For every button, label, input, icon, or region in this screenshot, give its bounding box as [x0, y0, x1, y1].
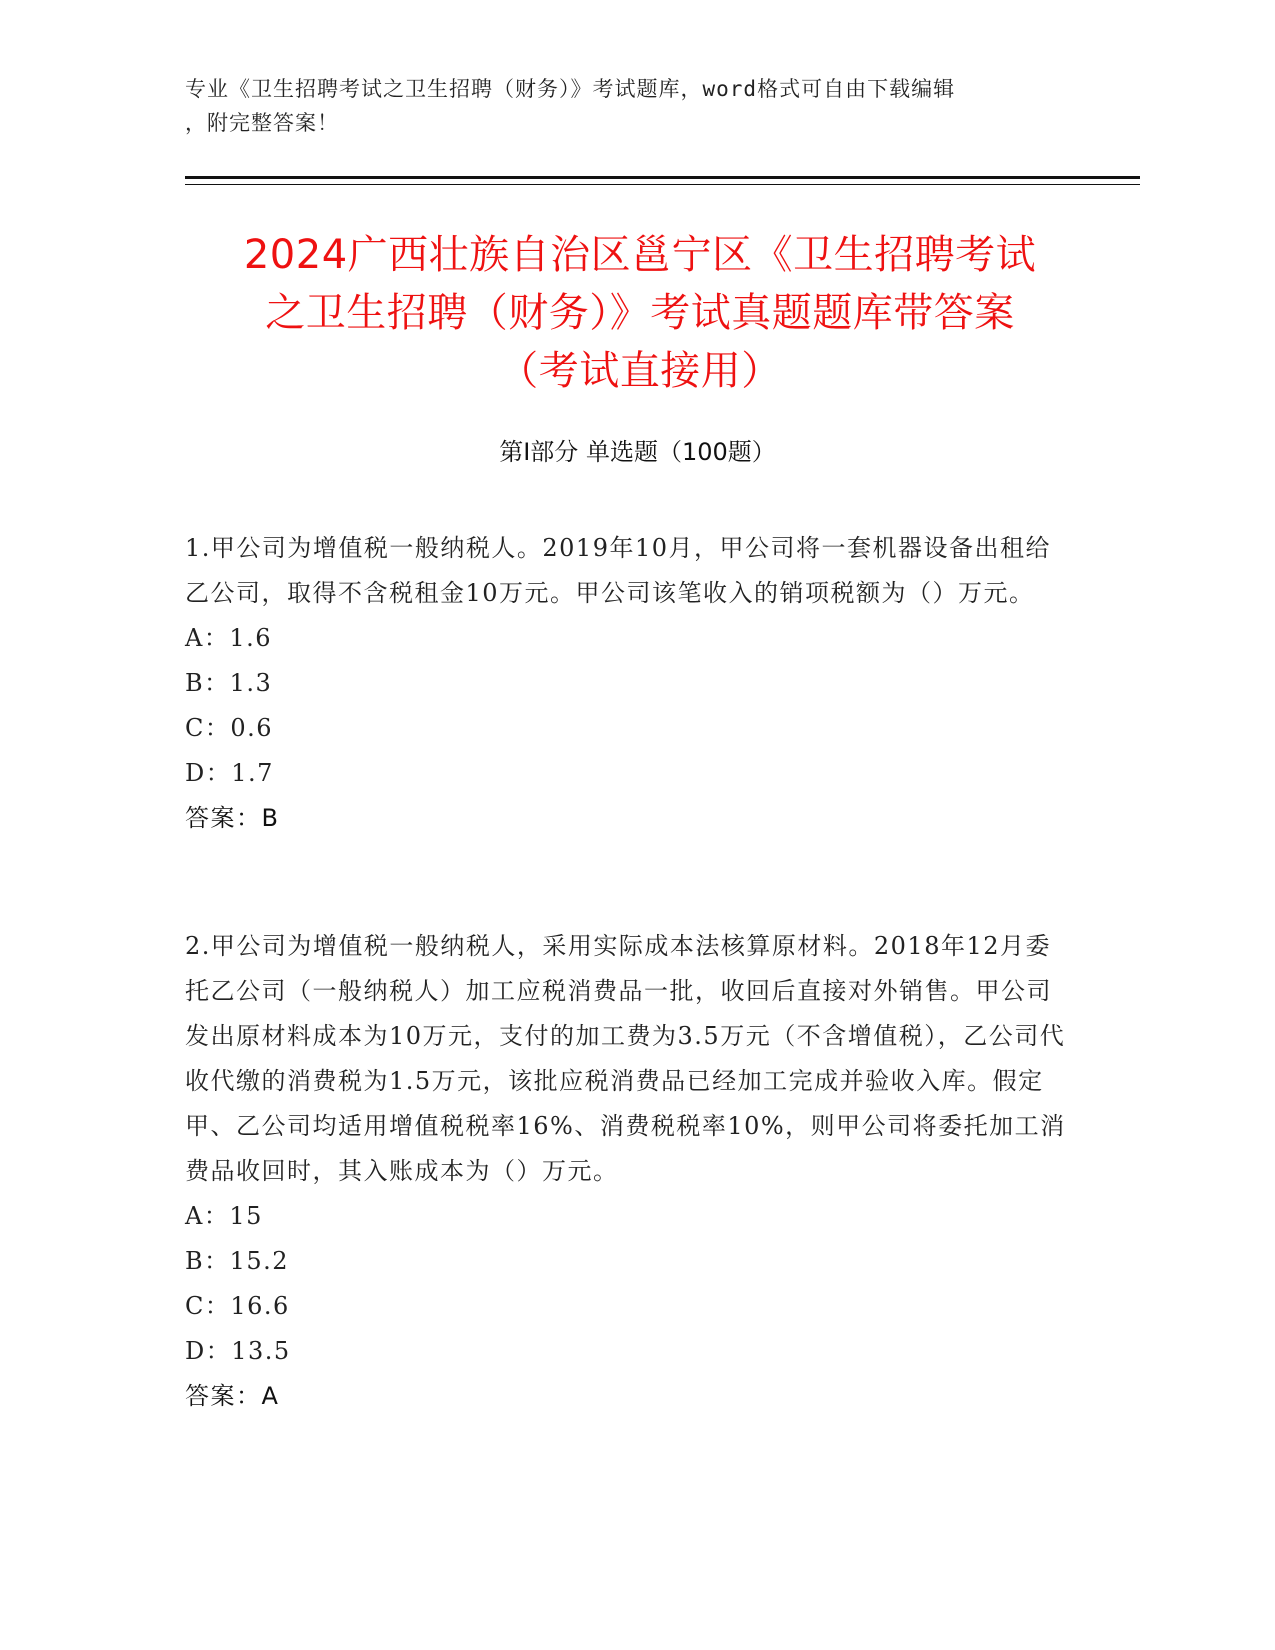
header-note — [185, 72, 1085, 140]
question-2 — [185, 924, 1070, 1419]
option-b: B：1.3 — [185, 669, 273, 697]
option-c: C：0.6 — [185, 714, 274, 742]
option-b: B：15.2 — [185, 1247, 290, 1275]
header-rule-thick — [185, 176, 1140, 179]
question-stem: 1.甲公司为增值税一般纳税人。2019年10月，甲公司将一套机器设备出租给乙公司，取得不含税租金10万元。甲公司该笔收入的销项税额为（）万元。 — [185, 534, 1052, 607]
option-a: A：1.6 — [185, 624, 272, 652]
title-line-1: 2024广西壮族自治区邕宁区《卫生招聘考试 — [243, 232, 1037, 278]
question-stem: 2.甲公司为增值税一般纳税人，采用实际成本法核算原材料。2018年12月委托乙公司（一般纳税人）加工应税消费品一批，收回后直接对外销售。甲公司发出原材料成本为10万元，支付的加工费为3.5万元（不含增值税），乙公司代收代缴的消费税为1.5万元，该批应税消费品已经加工完成并验收入库。假定甲、乙公司均适用增值税税率16%、消费税税率10%，则甲公司将委托加工消费品收回时，其入账成本为（）万元。 — [185, 932, 1066, 1185]
header-note-line-1: 专业《卫生招聘考试之卫生招聘（财务）》考试题库，word格式可自由下载编辑 — [185, 77, 956, 101]
option-c: C：16.6 — [185, 1292, 290, 1320]
section-heading: 第Ⅰ部分 单选题（100题） — [499, 438, 776, 466]
answer-line: 答案：B — [185, 804, 280, 832]
document-title — [140, 226, 1140, 400]
option-d: D：13.5 — [185, 1337, 291, 1365]
option-d: D：1.7 — [185, 759, 274, 787]
answer-line: 答案：A — [185, 1382, 280, 1410]
header-note-line-2: ，附完整答案！ — [185, 111, 339, 135]
title-line-3: （考试直接用） — [498, 348, 782, 394]
option-a: A：15 — [185, 1202, 263, 1230]
question-1 — [185, 526, 1070, 841]
header-rule-thin — [185, 184, 1140, 185]
option-list — [185, 1194, 1070, 1374]
title-line-2: 之卫生招聘（财务）》考试真题题库带答案 — [265, 290, 1015, 336]
option-list — [185, 616, 1070, 796]
